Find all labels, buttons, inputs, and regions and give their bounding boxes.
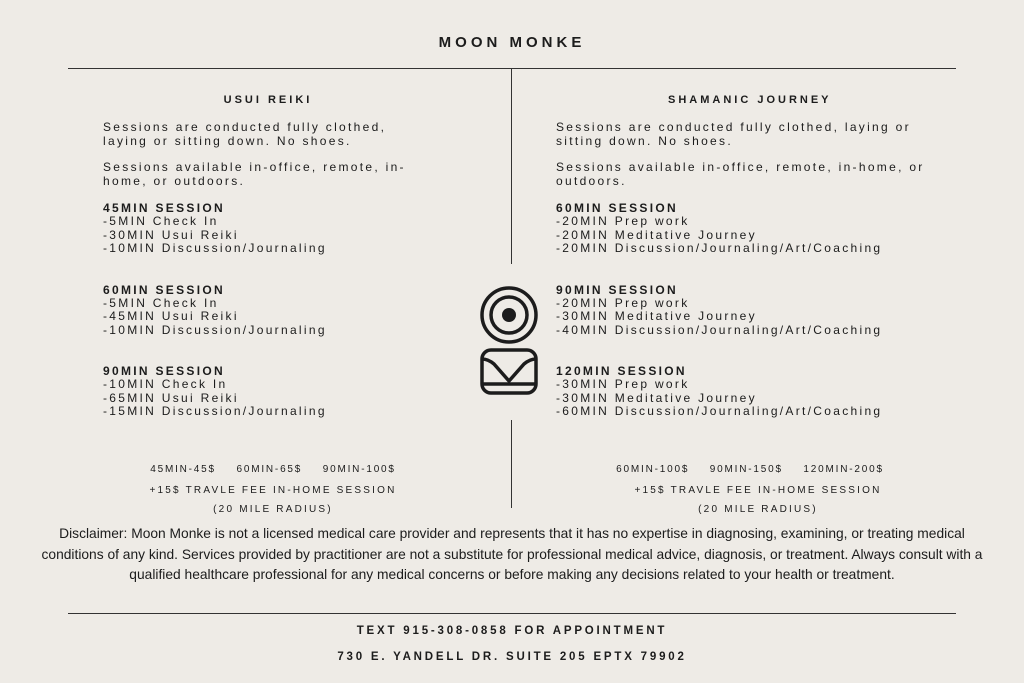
session-item: -30MIN Usui Reiki xyxy=(103,227,239,242)
travel-radius-note: (20 MILE RADIUS) xyxy=(213,504,333,515)
session-item: -30MIN Meditative Journey xyxy=(556,390,757,405)
session-item: -20MIN Prep work xyxy=(556,295,690,310)
session-title: 120MIN SESSION xyxy=(556,364,687,378)
price-item: 60MIN-65$ xyxy=(236,464,303,475)
price-item: 90MIN-100$ xyxy=(322,464,396,475)
intro-paragraph: Sessions are conducted fully clothed, laying or sitting down. No shoes. xyxy=(103,120,387,148)
session-item: -20MIN Meditative Journey xyxy=(556,227,757,242)
session-title: 90MIN SESSION xyxy=(556,282,678,297)
session-block xyxy=(556,201,966,256)
usui-reiki-prices xyxy=(68,464,478,475)
bottom-divider xyxy=(68,613,956,614)
intro-paragraph: Sessions are conducted fully clothed, laying or sitting down. No shoes. xyxy=(556,120,911,148)
shamanic-journey-prices xyxy=(540,464,960,475)
travel-fee-note: +15$ TRAVLE FEE IN-HOME SESSION xyxy=(149,485,397,496)
session-item: -30MIN Prep work xyxy=(556,377,690,391)
price-item: 60MIN-100$ xyxy=(616,464,690,475)
top-divider xyxy=(68,68,956,69)
session-item: -40MIN Discussion/Journaling/Art/Coaching xyxy=(556,322,883,337)
price-item: 45MIN-45$ xyxy=(150,464,216,475)
usui-reiki-column xyxy=(103,94,433,446)
session-block xyxy=(103,364,433,419)
price-item: 120MIN-200$ xyxy=(803,464,884,475)
session-title: 60MIN SESSION xyxy=(556,201,678,215)
usui-reiki-title: USUI REIKI xyxy=(223,94,313,106)
session-item: -65MIN Usui Reiki xyxy=(103,390,239,405)
session-block xyxy=(556,364,966,419)
session-item: -30MIN Meditative Journey xyxy=(556,309,757,323)
travel-fee-note: +15$ TRAVLE FEE IN-HOME SESSION xyxy=(634,485,882,496)
session-block xyxy=(103,283,433,338)
session-title: 60MIN SESSION xyxy=(103,282,225,297)
shamanic-journey-title: SHAMANIC JOURNEY xyxy=(668,94,832,106)
session-item: -10MIN Check In xyxy=(103,377,228,391)
page-title: MOON MONKE xyxy=(438,34,586,51)
phone-appointment-line: TEXT 915-308-0858 FOR APPOINTMENT xyxy=(356,625,668,637)
session-item: -15MIN Discussion/Journaling xyxy=(103,404,327,418)
price-item: 90MIN-150$ xyxy=(709,464,783,475)
session-block xyxy=(556,283,966,338)
session-item: -10MIN Discussion/Journaling xyxy=(103,322,327,337)
shamanic-journey-column xyxy=(556,94,966,446)
session-item: -5MIN Check In xyxy=(103,295,219,310)
session-item: -20MIN Discussion/Journaling/Art/Coaching xyxy=(556,241,883,255)
intro-paragraph: Sessions available in-office, remote, in-home, or outdoors. xyxy=(103,160,406,188)
session-block xyxy=(103,201,433,256)
session-item: -5MIN Check In xyxy=(103,214,219,228)
center-divider-upper xyxy=(511,68,512,264)
disclaimer-text: Disclaimer: Moon Monke is not a licensed medical care provider and represents that it has no expertise in diagnosing, examining, or treating medical conditions of any kind. Services provided by practitioner are not a substitute for professional medical advice, diagnosis, or treatment. Always consult with a qualified healthcare professional for any medical concerns or before making any decisions related to your health or treatment. xyxy=(41,526,983,582)
session-item: -60MIN Discussion/Journaling/Art/Coaching xyxy=(556,404,883,418)
moon-monke-logo-icon xyxy=(478,284,540,396)
intro-paragraph: Sessions available in-office, remote, in-home, or outdoors. xyxy=(556,160,925,188)
session-item: -45MIN Usui Reiki xyxy=(103,309,239,323)
travel-radius-note: (20 MILE RADIUS) xyxy=(698,504,818,515)
session-title: 90MIN SESSION xyxy=(103,364,225,378)
address-line: 730 E. YANDELL DR. SUITE 205 EPTX 79902 xyxy=(337,651,687,663)
center-divider-lower xyxy=(511,420,512,508)
session-title: 45MIN SESSION xyxy=(103,201,225,215)
session-item: -10MIN Discussion/Journaling xyxy=(103,241,327,255)
session-item: -20MIN Prep work xyxy=(556,214,690,228)
